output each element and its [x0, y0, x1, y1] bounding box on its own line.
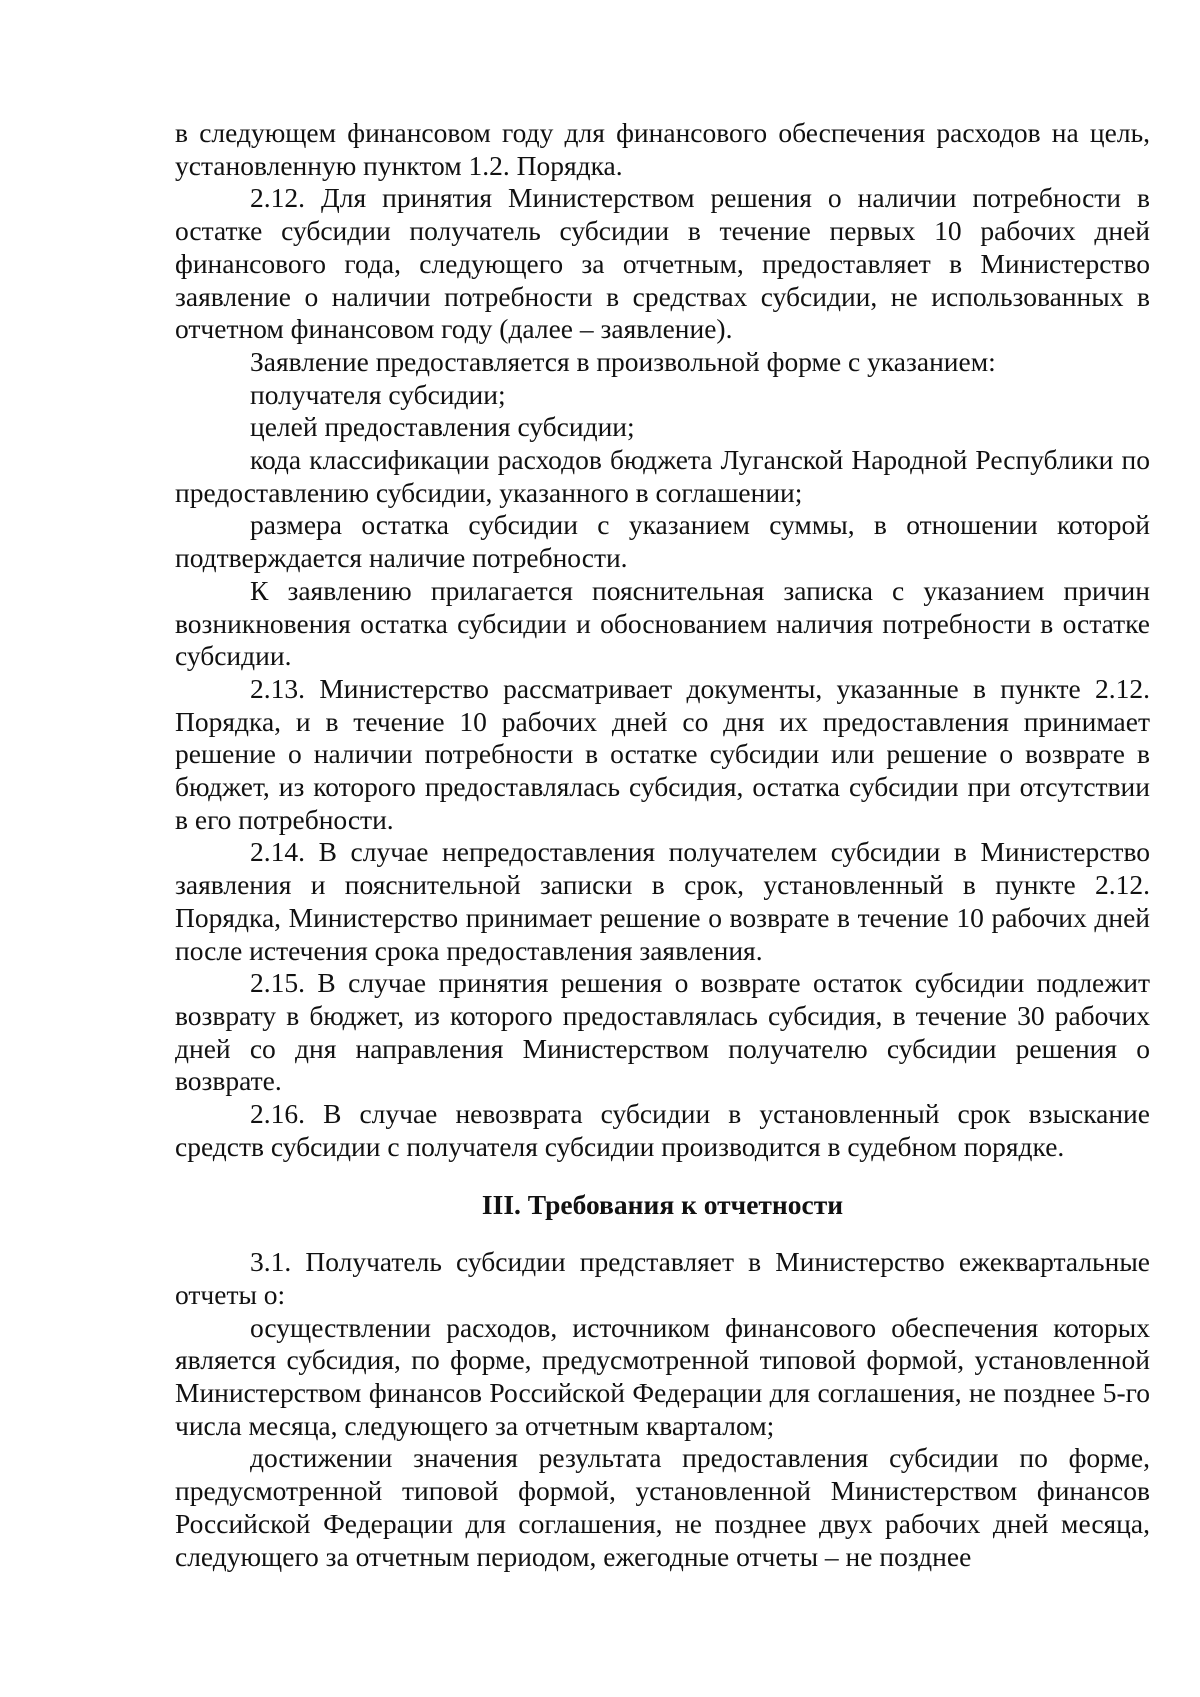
paragraph-explanatory-note: К заявлению прилагается пояснительная записка с указанием причин возникновения остатка субсидии и обоснованием наличия потребности в остатке субсидии. — [175, 574, 1150, 672]
list-item-result-report: достижении значения результата предоставления субсидии по форме, предусмотренной типовой формой, установленной Министерством финансов Российской Федерации для соглашения, не позднее двух рабочих дней месяца, следующего за отчетным периодом, ежегодные отчеты – не позднее — [175, 1442, 1150, 1572]
document-body — [175, 117, 1150, 1573]
list-item-recipient: получателя субсидии; — [250, 378, 506, 410]
paragraph-2-16: 2.16. В случае невозврата субсидии в установленный срок взыскание средств субсидии с получателя субсидии производится в судебном порядке. — [175, 1098, 1150, 1162]
paragraph-2-14: 2.14. В случае непредоставления получателем субсидии в Министерство заявления и пояснительной записки в срок, установленный в пункте 2.12. Порядка, Министерство принимает решение о возврате в течение 10 рабочих дней после истечения срока предоставления заявления. — [175, 836, 1150, 966]
list-item-budget-code: кода классификации расходов бюджета Луганской Народной Республики по предоставлению субсидии, указанного в соглашении; — [175, 444, 1150, 508]
list-item-expenses-report: осуществлении расходов, источником финансового обеспечения которых является субсидия, по форме, предусмотренной типовой формой, установленной Министерством финансов Российской Федерации для соглашения, не позднее 5-го числа месяца, следующего за отчетным кварталом; — [175, 1311, 1150, 1441]
paragraph-continuation: в следующем финансовом году для финансового обеспечения расходов на цель, установленную пунктом 1.2. Порядка. — [175, 117, 1150, 181]
paragraph-application-form: Заявление предоставляется в произвольной форме с указанием: — [250, 345, 996, 377]
paragraph-2-13: 2.13. Министерство рассматривает документы, указанные в пункте 2.12. Порядка, и в течение 10 рабочих дней со дня их предоставления принимает решение о наличии потребности в остатке субсидии или решение о возврате в бюджет, из которого предоставлялась субсидия, остатка субсидии при отсутствии в его потребности. — [175, 672, 1150, 835]
paragraph-2-12: 2.12. Для принятия Министерством решения о наличии потребности в остатке субсидии получатель субсидии в течение первых 10 рабочих дней финансового года, следующего за отчетным, предоставляет в Министерство заявление о наличии потребности в средствах субсидии, не использованных в отчетном финансовом году (далее – заявление). — [175, 182, 1150, 345]
list-item-remainder-size: размера остатка субсидии с указанием суммы, в отношении которой подтверждается наличие потребности. — [175, 509, 1150, 574]
section-heading-wrap — [175, 1164, 1150, 1247]
paragraph-2-15: 2.15. В случае принятия решения о возврате остаток субсидии подлежит возврату в бюджет, из которого предоставлялась субсидия, в течение 30 рабочих дней со дня направления Министерством получателю субсидии решения о возврате. — [175, 967, 1150, 1097]
list-item-goals: целей предоставления субсидии; — [250, 411, 635, 443]
paragraph-3-1: 3.1. Получатель субсидии представляет в Министерство ежеквартальные отчеты о: — [175, 1246, 1150, 1310]
section-heading: III. Требования к отчетности — [481, 1188, 844, 1220]
